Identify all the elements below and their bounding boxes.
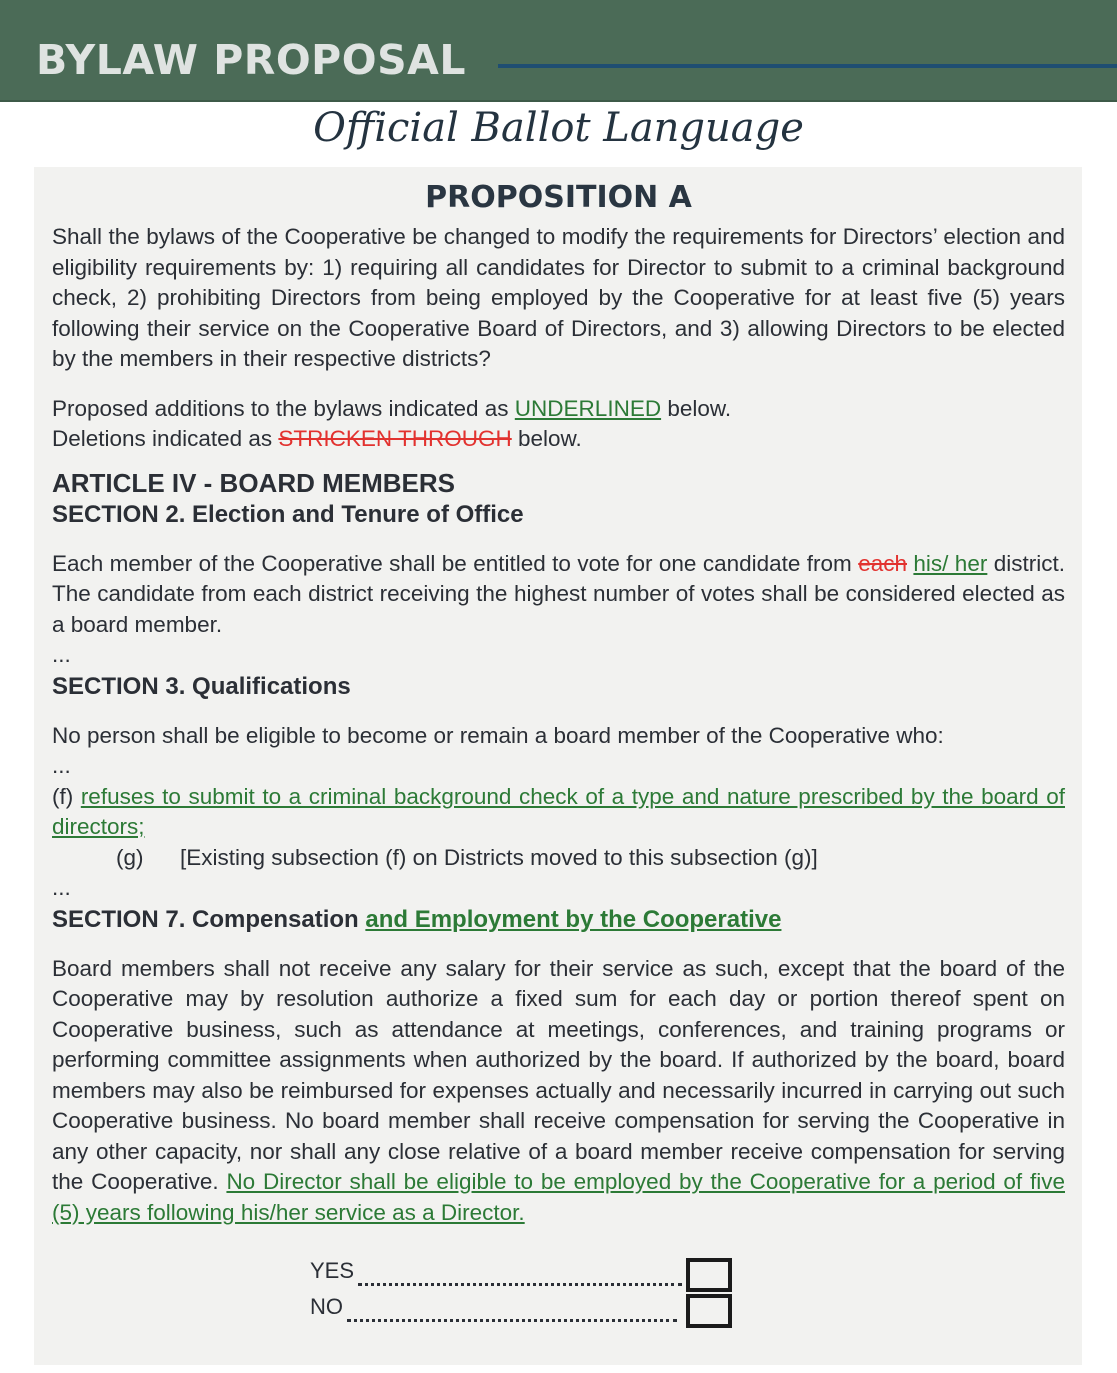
ellipsis: ... <box>52 753 71 778</box>
added-text: his/ her <box>913 550 988 576</box>
subsection-g: (g) [Existing subsection (f) on Districts moved to this subsection (g)] <box>116 844 818 870</box>
deletions-legend: Deletions indicated as STRICKEN THROUGH below. <box>52 426 582 451</box>
article-heading: ARTICLE IV - BOARD MEMBERS <box>52 467 455 498</box>
added-text: and Employment by the Cooperative <box>365 905 782 933</box>
added-text: No Director shall be eligible to be employed by the Cooperative for a period of five (5) years following his/her service as a Director. <box>52 1169 1065 1225</box>
ballot-body <box>52 222 1065 1228</box>
section-7-heading: SECTION 7. Compensation and Employment by the Cooperative <box>52 905 782 933</box>
yes-checkbox[interactable] <box>686 1258 732 1292</box>
added-text: refuses to submit to a criminal background check of a type and nature prescribed by the board of directors; <box>52 783 1065 839</box>
yes-label: YES <box>310 1258 355 1283</box>
no-label: NO <box>310 1294 343 1319</box>
proposition-title: PROPOSITION A <box>425 180 692 215</box>
no-option <box>310 1292 682 1328</box>
ballot-language-subtitle: Official Ballot Language <box>313 105 804 151</box>
dot-leader <box>358 1261 682 1286</box>
deletions-example: STRICKEN THROUGH <box>278 426 512 451</box>
no-checkbox[interactable] <box>686 1294 732 1328</box>
section-3-intro: No person shall be eligible to become or remain a board member of the Cooperative who: <box>52 722 944 748</box>
yes-option <box>310 1256 682 1292</box>
ellipsis: ... <box>52 875 71 900</box>
section-2-text: Each member of the Cooperative shall be entitled to vote for one candidate from each his/ her district. The candidate from each district receiving the highest number of votes shall be considered elected as a board member. <box>52 550 1065 637</box>
ellipsis: ... <box>52 642 71 667</box>
ballot-options <box>310 1256 682 1328</box>
page-title: BYLAW PROPOSAL <box>36 36 466 84</box>
subsection-f: (f) refuses to submit to a criminal background check of a type and nature prescribed by the board of directors; <box>52 783 1065 839</box>
additions-example: UNDERLINED <box>514 395 662 421</box>
section-7-text: Board members shall not receive any salary for their service as such, except that the board of the Cooperative may by resolution authorize a fixed sum for each day or portion thereof spent on Cooperative business, such as attendance at meetings, conferences, and training programs or performing committee assignments when authorized by the board. If authorized by the board, board members may also be reimbursed for expenses actually and necessarily incurred in carrying out such Cooperative business. No board member shall receive compensation for serving the Cooperative in any other capacity, nor shall any close relative of a board member receive compensation for serving the Cooperative. No Director shall be eligible to be employed by the Cooperative for a period of five (5) years following his/her service as a Director. <box>52 955 1065 1225</box>
deleted-text: each <box>858 550 907 576</box>
section-3-heading: SECTION 3. Qualifications <box>52 672 351 700</box>
section-2-heading: SECTION 2. Election and Tenure of Office <box>52 500 524 528</box>
dot-leader <box>347 1297 677 1322</box>
additions-legend: Proposed additions to the bylaws indicated as UNDERLINED below. <box>52 395 732 421</box>
proposition-question: Shall the bylaws of the Cooperative be changed to modify the requirements for Directors’ election and eligibility requirements by: 1) requiring all candidates for Director to submit to a criminal background check, 2) prohibiting Directors from being employed by the Cooperative for at least five (5) years following their service on the Cooperative Board of Directors, and 3) allowing Directors to be elected by the members in their respective districts? <box>52 224 1065 371</box>
header-rule <box>498 64 1117 68</box>
